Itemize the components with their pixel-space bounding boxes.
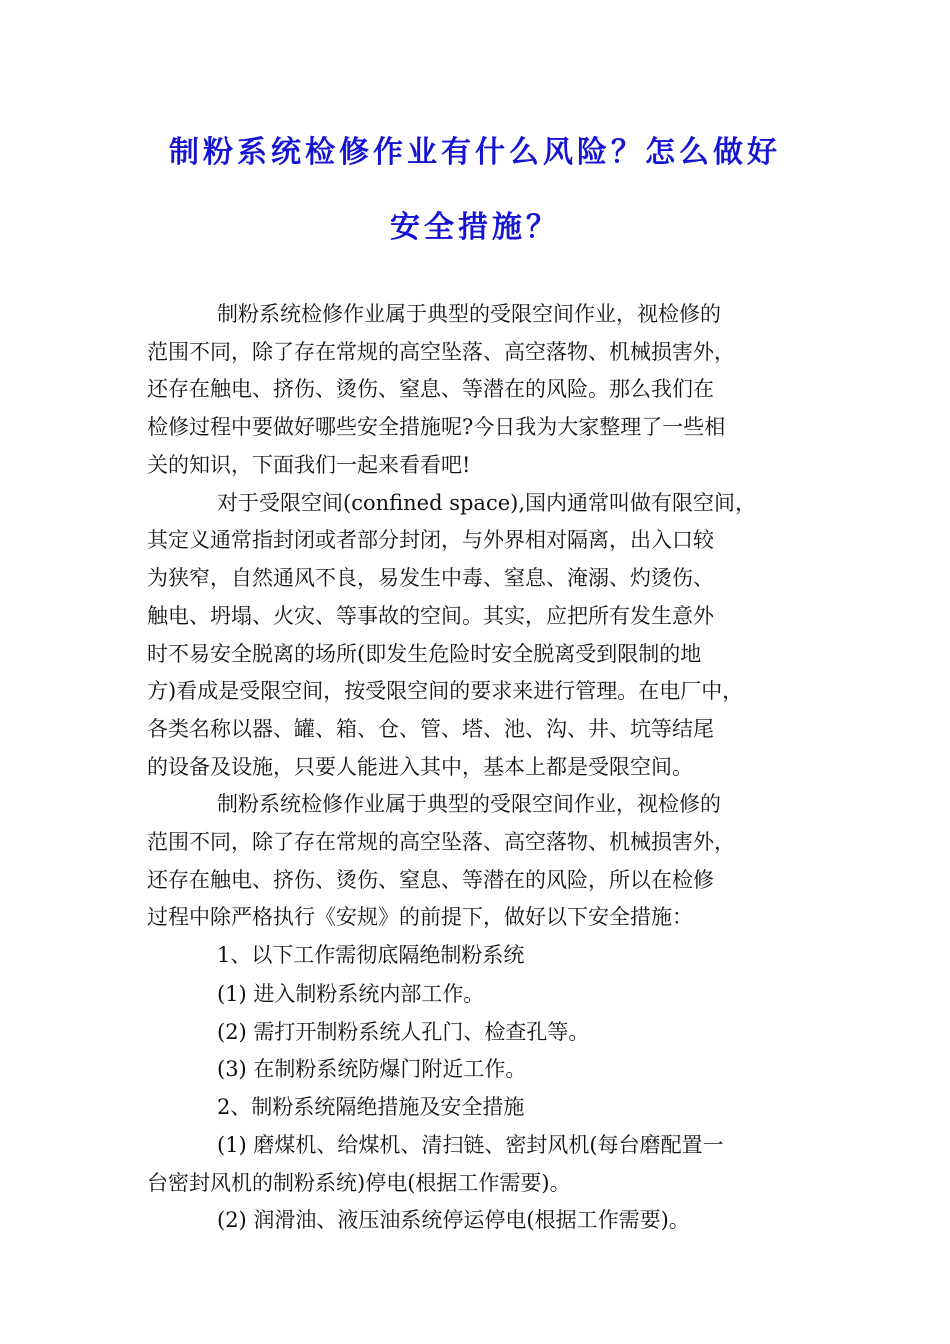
paragraph-1-line-4: 检修过程中要做好哪些安全措施呢?今日我为大家整理了一些相 — [147, 415, 726, 439]
paragraph-3-line-3: 还存在触电、挤伤、烫伤、窒息、等潜在的风险，所以在检修 — [147, 868, 714, 892]
section-2-heading: 2、制粉系统隔绝措施及安全措施 — [217, 1095, 525, 1119]
list-item-continuation: 台密封风机的制粉系统)停电(根据工作需要)。 — [147, 1171, 571, 1195]
paragraph-3-line-1: 制粉系统检修作业属于典型的受限空间作业，视检修的 — [217, 792, 721, 816]
paragraph-2-line-3: 为狭窄，自然通风不良，易发生中毒、窒息、淹溺、灼烫伤、 — [147, 566, 714, 590]
list-item: (1) 磨煤机、给煤机、清扫链、密封风机(每台磨配置一 — [217, 1133, 724, 1157]
list-item: (2) 需打开制粉系统人孔门、检查孔等。 — [217, 1020, 590, 1044]
list-item: (1) 进入制粉系统内部工作。 — [217, 982, 485, 1006]
page-title-line-1: 制粉系统检修作业有什么风险？怎么做好 — [169, 135, 781, 170]
paragraph-2-line-2: 其定义通常指封闭或者部分封闭，与外界相对隔离，出入口较 — [147, 528, 714, 552]
paragraph-2-line-7: 各类名称以器、罐、箱、仓、管、塔、池、沟、井、坑等结尾 — [147, 717, 714, 741]
paragraph-2-line-1: 对于受限空间(confined space),国内通常叫做有限空间， — [217, 491, 756, 515]
paragraph-3-line-4: 过程中除严格执行《安规》的前提下，做好以下安全措施： — [147, 905, 693, 929]
paragraph-1-line-5: 关的知识，下面我们一起来看看吧! — [147, 453, 471, 477]
paragraph-3-line-2: 范围不同，除了存在常规的高空坠落、高空落物、机械损害外， — [147, 830, 735, 854]
list-item: (2) 润滑油、液压油系统停运停电(根据工作需要)。 — [217, 1208, 690, 1232]
paragraph-1-line-1: 制粉系统检修作业属于典型的受限空间作业，视检修的 — [217, 302, 721, 326]
page-title-line-2: 安全措施？ — [390, 210, 560, 245]
paragraph-1-line-2: 范围不同，除了存在常规的高空坠落、高空落物、机械损害外， — [147, 340, 735, 364]
paragraph-2-line-8: 的设备及设施，只要人能进入其中，基本上都是受限空间。 — [147, 755, 693, 779]
paragraph-1-line-3: 还存在触电、挤伤、烫伤、窒息、等潜在的风险。那么我们在 — [147, 377, 714, 401]
list-item: (3) 在制粉系统防爆门附近工作。 — [217, 1057, 527, 1081]
paragraph-2-line-6: 方)看成是受限空间，按受限空间的要求来进行管理。在电厂中， — [147, 679, 744, 703]
section-1-heading: 1、以下工作需彻底隔绝制粉系统 — [217, 943, 525, 967]
paragraph-2-line-5: 时不易安全脱离的场所(即发生危险时安全脱离受到限制的地 — [147, 642, 702, 666]
paragraph-2-line-4: 触电、坍塌、火灾、等事故的空间。其实，应把所有发生意外 — [147, 604, 714, 628]
